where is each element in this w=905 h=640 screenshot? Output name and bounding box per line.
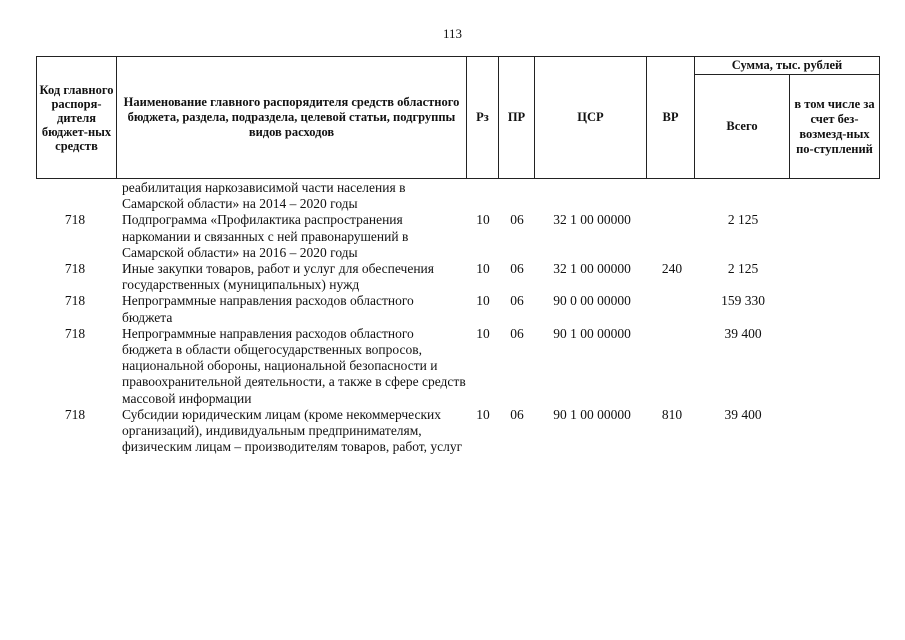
row-csr: 90 0 00 00000 [553, 293, 631, 309]
row-pr: 06 [510, 293, 524, 309]
row-name: Подпрограмма «Профилактика распространения наркомании и связанных с ней правонарушений в Самарской области» на 2016 – 2020 годы [122, 212, 409, 260]
row-csr: 90 1 00 00000 [553, 406, 631, 422]
table-row [36, 261, 759, 293]
row-name: Субсидии юридическим лицам (кроме некоммерческих организаций), индивидуальным предпринимателям, физическим лицам – производителям товаров, работ, услуг [122, 406, 463, 455]
table-row [36, 406, 762, 456]
header-code: Код главного распоря-дителя бюджет-ных средств [37, 57, 117, 179]
row-pr: 06 [510, 261, 524, 277]
row-code: 718 [64, 325, 86, 341]
row-csr: 90 1 00 00000 [553, 325, 631, 341]
header-csr: ЦСР [535, 57, 647, 179]
row-total: 2 125 [727, 212, 759, 228]
row-csr: 32 1 00 00000 [553, 212, 631, 228]
row-name: Непрограммные направления расходов областного бюджета в области общегосударственных вопросов, национальной обороны, национальной безопасности и правоохранительной деятельности, а также в сфере средств массовой информации [122, 325, 466, 406]
table-body [36, 180, 765, 455]
table-row [36, 293, 765, 325]
row-rz: 10 [476, 325, 490, 341]
header-total: Всего [695, 75, 790, 179]
row-pr: 06 [510, 325, 524, 341]
page-number: 113 [442, 26, 463, 41]
header-vr: ВР [647, 57, 695, 179]
table-row [36, 325, 762, 407]
row-code: 718 [64, 212, 86, 228]
row-rz: 10 [476, 212, 490, 228]
header-sum: Сумма, тыс. рублей [695, 57, 880, 75]
row-total: 39 400 [724, 406, 762, 422]
row-pr: 06 [510, 406, 524, 422]
row-rz: 10 [476, 261, 490, 277]
row-code: 718 [64, 406, 86, 422]
row-total: 159 330 [721, 293, 765, 309]
row-pr: 06 [510, 212, 524, 228]
row-name: Иные закупки товаров, работ и услуг для обеспечения государственных (муниципальных) нужд [122, 261, 434, 293]
header-gratis: в том числе за счет без-возмезд-ных по-ступлений [790, 75, 880, 179]
row-total: 2 125 [727, 261, 759, 277]
table-header [36, 56, 880, 179]
row-name: реабилитация наркозависимой части населения в Самарской области» на 2014 – 2020 годы [122, 180, 406, 212]
row-vr: 810 [661, 406, 683, 422]
table-row [36, 212, 759, 261]
row-code: 718 [64, 293, 86, 309]
row-rz: 10 [476, 406, 490, 422]
row-name: Непрограммные направления расходов областного бюджета [122, 293, 414, 325]
row-code: 718 [64, 261, 86, 277]
row-csr: 32 1 00 00000 [553, 261, 631, 277]
table-row [36, 180, 406, 212]
header-name: Наименование главного распорядителя средств областного бюджета, раздела, подраздела, целевой статьи, подгруппы видов расходов [117, 57, 467, 179]
header-rz: Рз [467, 57, 499, 179]
row-total: 39 400 [724, 325, 762, 341]
row-vr: 240 [661, 261, 683, 277]
row-rz: 10 [476, 293, 490, 309]
header-pr: ПР [499, 57, 535, 179]
